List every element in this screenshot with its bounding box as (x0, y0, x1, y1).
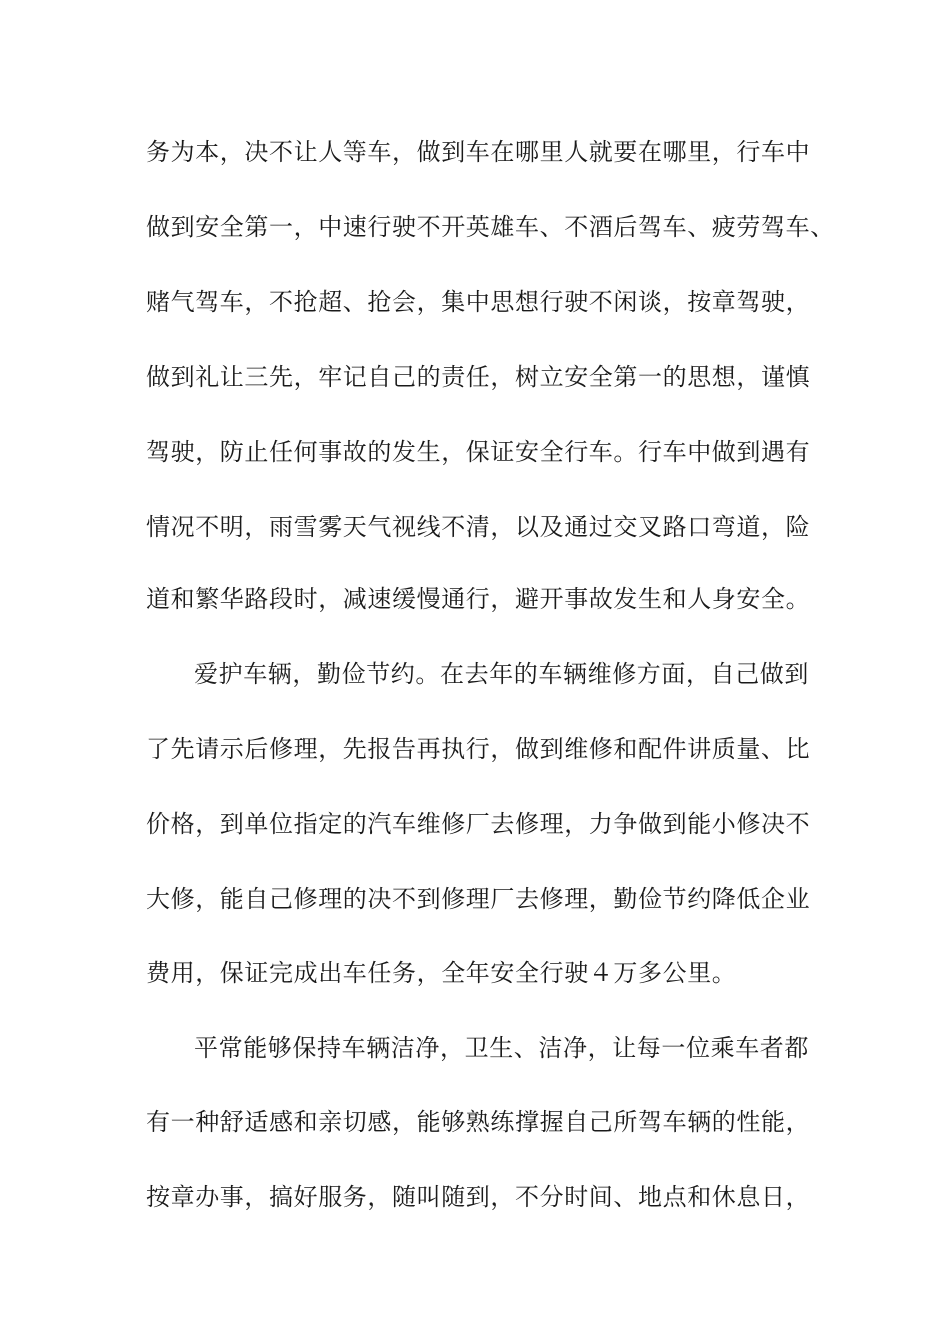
text-line: 按章办事，搞好服务，随叫随到，不分时间、地点和休息日， (146, 1183, 811, 1211)
text-line: 驾驶，防止任何事故的发生，保证安全行车。行车中做到遇有 (146, 438, 811, 466)
text-line: 务为本，决不让人等车，做到车在哪里人就要在哪里，行车中 (146, 138, 811, 166)
paragraph-first-line: 平常能够保持车辆洁净，卫生、洁净，让每一位乘车者都 (194, 1034, 809, 1062)
text-line: 了先请示后修理，先报告再执行，做到维修和配件讲质量、比 (146, 735, 811, 763)
text-line: 大修，能自己修理的决不到修理厂去修理，勤俭节约降低企业 (146, 885, 811, 913)
text-line: 有一种舒适感和亲切感，能够熟练撑握自己所驾车辆的性能， (146, 1108, 811, 1136)
text-line: 赌气驾车，不抢超、抢会，集中思想行驶不闲谈，按章驾驶， (146, 288, 811, 316)
text-line: 费用，保证完成出车任务，全年安全行驶４万多公里。 (146, 959, 737, 987)
text-line: 情况不明，雨雪雾天气视线不清，以及通过交叉路口弯道，险 (146, 513, 811, 541)
text-line: 道和繁华路段时，减速缓慢通行，避开事故发生和人身安全。 (146, 585, 811, 613)
text-line: 做到礼让三先，牢记自己的责任，树立安全第一的思想，谨慎 (146, 363, 811, 391)
paragraph-first-line: 爱护车辆，勤俭节约。在去年的车辆维修方面，自己做到 (194, 660, 809, 688)
text-line: 价格，到单位指定的汽车维修厂去修理，力争做到能小修决不 (146, 810, 811, 838)
text-line: 做到安全第一，中速行驶不开英雄车、不酒后驾车、疲劳驾车、 (146, 213, 835, 241)
